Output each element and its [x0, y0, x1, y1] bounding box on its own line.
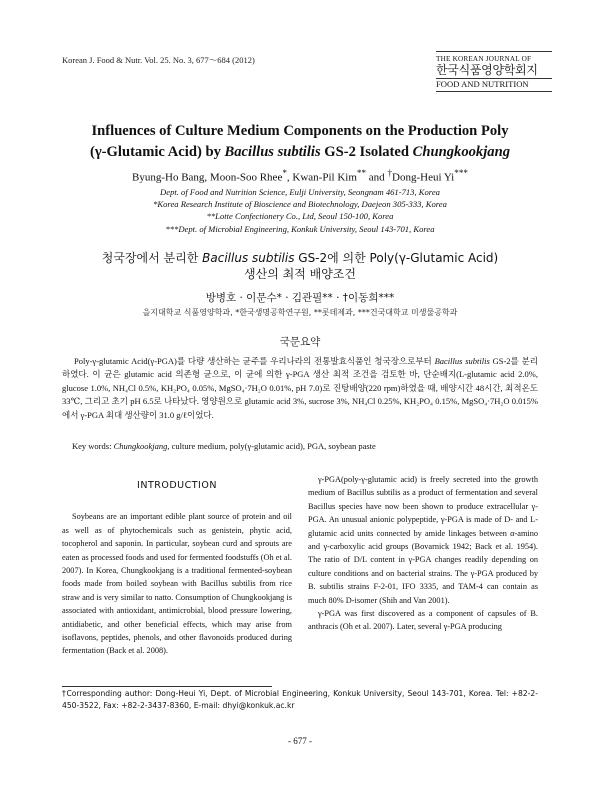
paper-title: [40, 121, 560, 163]
affiliation: ***Dept. of Microbial Engineering, Konkuk University, Seoul 143-701, Korea: [165, 223, 435, 234]
author: , Kwan-Pil Kim: [286, 171, 357, 184]
journal-logo-block: [436, 51, 552, 92]
right-column: [308, 473, 538, 634]
footnote-rule: [62, 686, 272, 687]
korean-authors: 방병호 · 이문수* · 김관필** · †이동희***: [205, 292, 395, 304]
keywords-label: Key words:: [72, 441, 114, 451]
affiliation: *Korea Research Institute of Bioscience and Biotechnology, Daejeon 305-333, Korea: [153, 199, 447, 210]
affiliations: [40, 186, 560, 235]
keywords: [62, 441, 538, 451]
affiliation: **Lotte Confectionery Co., Ltd, Seoul 150-100, Korea: [206, 211, 394, 222]
author: Byung-Ho Bang, Moon-Soo Rhee: [132, 171, 283, 184]
abstract-body: [62, 355, 538, 422]
author-mark: ***: [454, 168, 468, 178]
abstract-heading: 국문요약: [279, 336, 321, 348]
title-part: (γ-Glutamic Acid) by: [90, 144, 225, 160]
journal-name-en: THE KOREAN JOURNAL OF: [436, 55, 532, 63]
keywords-list: , culture medium, poly(γ-glutamic acid), PGA, soybean paste: [167, 441, 376, 451]
left-column: [62, 473, 292, 658]
corresponding-author-footnote: †Corresponding author: Dong-Heui Yi, Dept. of Microbial Engineering, Konkuk University, Seoul 143-701, Korea. Tel: +82-2-450-3522, Fax: +82-2-3437-8360, E-mail: dhyi@konkuk.ac.kr: [62, 689, 538, 710]
abstract-species: Bacillus subtilis: [434, 356, 490, 366]
korean-title-line-2: 생산의 최적 배양조건: [244, 267, 356, 281]
title-line-1: Influences of Culture Medium Components on the Production Poly: [91, 123, 509, 139]
author-mark: *: [282, 168, 287, 178]
author: Dong-Heui Yi: [392, 171, 455, 184]
korean-title-species: Bacillus subtilis: [202, 251, 295, 265]
affiliation: Dept. of Food and Nutrition Science, Eulji University, Seongnam 461-713, Korea: [160, 187, 440, 197]
citation-header: Korean J. Food & Nutr. Vol. 25. No. 3, 677～684 (2012): [62, 55, 255, 65]
keyword-italic: Chungkookjang: [113, 441, 168, 451]
korean-title: [40, 250, 560, 282]
journal-rule-bottom: [436, 91, 552, 92]
intro-paragraph: Soybeans are an important edible plant source of protein and oil as well as of phytochemicals such as genistein, phytic acid, tocopherol and saponin. In particular, soybean curd and sprouts are eaten as processed foods and used for fermented foodstuffs (Oh et al. 2007). In Korea, Chungkookjang is a traditional fermented-soybean foods made from boiled soybean with Bacillus subtilis from rice straw and is very similar to natto. Consumption of Chungkookjang is associated with antioxidant, antimicrobial, blood pressure lowering, antidiabetic, and other beneficial effects, which may arise from isoflavons, peptides, phenols, and other flavonoids produced during fermentation (Back et al. 2008).: [62, 512, 292, 656]
korean-title-line-1: [40, 250, 560, 266]
abstract-text: Poly-γ-glutamic Acid(γ-PGA)를 다량 생산하는 균주를 우리나라의 전통발효식품인 청국장으로부터: [74, 356, 435, 366]
title-species: Bacillus subtilis: [224, 144, 321, 160]
title-part: GS-2 Isolated: [320, 144, 413, 160]
korean-title-part: GS-2에 의한 Poly(γ-Glutamic Acid): [294, 251, 499, 265]
title-line-2: [40, 142, 560, 163]
intro-paragraph: γ-PGA was first discovered as a component of capsules of B. anthracis (Oh et al. 2007). Later, several γ-PGA producing: [308, 609, 538, 632]
author-list: [40, 168, 560, 184]
title-food: Chungkookjang: [412, 144, 510, 160]
author-mark: **: [356, 168, 367, 178]
author-and: and: [366, 171, 388, 184]
corresponding-mark: †: [387, 168, 393, 178]
korean-title-part: 청국장에서 분리한: [101, 251, 203, 265]
abstract-text: GS-2를 분리하였다. 이 균은 glutamic acid 의존형 균으로, 이 균에 의한 γ-PGA 생산 최적 조건을 검토한 바, 단순배지(L-glutamic acid 2.0%, glucose 1.0%, NH₄Cl 0.5%, KH₂PO₄ 0.05%, MgSO₄·7H₂O 0.01%, pH 7.0)로 진탕배양(220 rpm)하였을 때, 배양시간 48시간, 최적온도 33℃, 그리고 초기 pH 6.5로 나타났다. 영양원으로 glutamic acid 3%, sucrose 3%, NH₄Cl 0.25%, KH₂PO₄ 0.15%, MgSO₄·7H₂O 0.015%에서 γ-PGA 최대 생산량이 31.0 g/ℓ이었다.: [62, 356, 538, 420]
korean-affiliation: 을지대학교 식품영양학과, *한국생명공학연구원, **롯데제과, ***건국대학교 미생물공학과: [142, 308, 458, 317]
intro-paragraph: γ-PGA(poly-γ-glutamic acid) is freely secreted into the growth medium of Bacillus subtilis as a product of fermentation and several Bacillus species have now been shown to produce extracellular γ-PGA. An unusual anionic polypeptide, γ-PGA is made of D- and L-glutamic acid units connected by amide linkages between α-amino and γ-carboxylic acid groups (Bovarnick 1942; Back et al. 1954). The ratio of D/L content in γ-PGA changes readily depending on culture conditions and on bacterial strains. The γ-PGA produced by B. subtilis strains F-2-01, IFO 3335, and TAM-4 can contain as much 80% D-isomer (Shih and Van 2001).: [308, 475, 538, 605]
journal-name-ko: 한국식품영양학회지: [436, 63, 538, 77]
page-number: - 677 -: [288, 736, 312, 746]
journal-name-en2: FOOD AND NUTRITION: [436, 79, 529, 89]
section-heading-introduction: INTRODUCTION: [137, 480, 217, 491]
